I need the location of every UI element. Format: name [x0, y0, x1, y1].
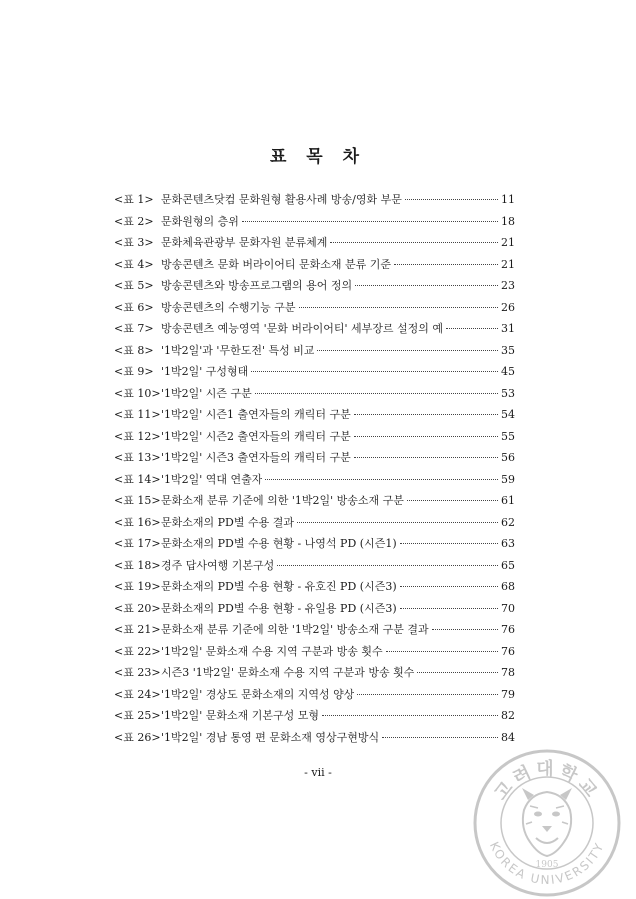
toc-entry[interactable]	[114, 471, 515, 493]
toc-entry-label: <표 20>	[114, 601, 161, 615]
dot-leader	[255, 393, 498, 394]
dot-leader	[405, 199, 498, 200]
toc-entry[interactable]	[114, 664, 515, 686]
toc-entry-page: 84	[501, 730, 515, 744]
toc-entry-label: <표 12>	[114, 429, 161, 443]
toc-entry[interactable]	[114, 363, 515, 385]
toc-entry-label: <표 13>	[114, 451, 161, 464]
toc-entry-page: 65	[501, 558, 515, 572]
toc-entry[interactable]	[114, 578, 515, 600]
toc-entry[interactable]	[114, 535, 515, 557]
dot-leader	[355, 285, 498, 286]
dot-leader	[407, 500, 498, 501]
toc-entry-page: 18	[501, 214, 515, 228]
toc-entry-page: 35	[501, 343, 515, 357]
dot-leader	[297, 522, 498, 523]
toc-entry-label: <표 17>	[114, 537, 161, 550]
dot-leader	[330, 242, 498, 243]
seal-bottom-text: KOREA UNIVERSITY	[486, 839, 608, 888]
toc-entry-page: 21	[501, 257, 515, 271]
toc-entry[interactable]	[114, 729, 515, 751]
toc-entry-title: '1박2일' 시즌 구분	[161, 386, 252, 400]
university-seal-watermark	[472, 748, 622, 898]
toc-entry-title: '1박2일' 시즌1 출연자들의 캐릭터 구분	[161, 408, 351, 421]
dot-leader	[354, 414, 498, 415]
toc-entry-label: <표 19>	[114, 580, 161, 593]
toc-entry[interactable]	[114, 707, 515, 729]
tiger-head-icon	[522, 788, 572, 856]
dot-leader	[265, 479, 498, 480]
table-of-tables	[114, 191, 515, 750]
toc-entry-title: 문화소재의 PD별 수용 현황 - 유일용 PD (시즌3)	[161, 601, 397, 615]
toc-entry-label: <표 24>	[114, 687, 161, 701]
toc-entry-title: '1박2일' 역대 연출자	[161, 472, 263, 486]
seal-top-text: 고려대학교	[490, 759, 604, 805]
dot-leader	[277, 565, 498, 566]
toc-entry-label: <표 18>	[114, 558, 161, 572]
toc-entry-title: 경주 답사여행 기본구성	[161, 558, 275, 572]
toc-entry[interactable]	[114, 342, 515, 364]
toc-entry[interactable]	[114, 514, 515, 536]
dot-leader	[317, 350, 498, 351]
dot-leader	[251, 371, 498, 372]
toc-entry-title: 방송콘텐츠의 수행기능 구분	[161, 300, 296, 314]
toc-entry-label: <표 8>	[114, 343, 154, 357]
dot-leader	[357, 694, 498, 695]
toc-entry[interactable]	[114, 600, 515, 622]
seal-year: 1905	[535, 860, 559, 870]
dot-leader	[354, 457, 498, 458]
toc-entry-title: 시즌3 '1박2일' 문화소재 수용 지역 구분과 방송 횟수	[161, 666, 415, 679]
toc-entry-page: 76	[501, 623, 515, 636]
toc-entry-title: 문화소재 분류 기준에 의한 '1박2일' 방송소재 구분 결과	[161, 623, 429, 636]
toc-entry-page: 56	[501, 451, 515, 464]
dot-leader	[386, 651, 498, 652]
toc-entry-page: 53	[501, 386, 515, 400]
toc-entry-label: <표 3>	[114, 236, 154, 249]
toc-entry-title: '1박2일' 문화소재 기본구성 모형	[161, 709, 320, 722]
toc-entry-title: 방송콘텐츠 예능영역 '문화 버라이어티' 세부장르 설정의 예	[161, 322, 444, 335]
toc-entry[interactable]	[114, 492, 515, 514]
toc-entry-label: <표 5>	[114, 279, 154, 292]
toc-entry-page: 31	[501, 322, 515, 335]
dot-leader	[242, 221, 498, 222]
page-title: 표 목 차	[269, 147, 367, 167]
toc-entry[interactable]	[114, 428, 515, 450]
toc-entry-label: <표 15>	[114, 494, 161, 507]
toc-entry[interactable]	[114, 557, 515, 579]
toc-entry-page: 55	[501, 429, 515, 443]
dot-leader	[400, 586, 498, 587]
dot-leader	[432, 629, 498, 630]
toc-entry-title: 문화원형의 층위	[161, 214, 239, 228]
toc-entry-page: 79	[501, 687, 515, 701]
toc-entry-title: '1박2일' 문화소재 수용 지역 구분과 방송 횟수	[161, 644, 383, 658]
toc-entry[interactable]	[114, 686, 515, 708]
toc-entry[interactable]	[114, 277, 515, 299]
toc-entry-page: 23	[501, 279, 515, 292]
toc-entry-label: <표 22>	[114, 644, 161, 658]
toc-entry-title: '1박2일' 시즌2 출연자들의 캐릭터 구분	[161, 429, 351, 443]
toc-entry-page: 76	[501, 644, 515, 658]
toc-entry-title: 문화콘텐츠닷컴 문화원형 활용사례 방송/영화 부문	[161, 193, 402, 206]
toc-entry[interactable]	[114, 191, 515, 213]
toc-entry-page: 63	[501, 537, 515, 550]
toc-entry-title: 문화소재의 PD별 수용 결과	[161, 515, 294, 529]
dot-leader	[299, 307, 498, 308]
toc-entry-label: <표 6>	[114, 300, 154, 314]
dot-leader	[394, 264, 498, 265]
toc-entry-title: '1박2일' 경상도 문화소재의 지역성 양상	[161, 687, 355, 701]
toc-entry-title: '1박2일'과 '무한도전' 특성 비교	[161, 343, 315, 357]
toc-entry[interactable]	[114, 234, 515, 256]
toc-entry-label: <표 23>	[114, 666, 161, 679]
toc-entry-label: <표 16>	[114, 515, 161, 529]
toc-entry-page: 59	[501, 472, 515, 486]
toc-entry-page: 68	[501, 580, 515, 593]
toc-entry-label: <표 11>	[114, 408, 161, 421]
toc-entry-page: 70	[501, 601, 515, 615]
toc-entry[interactable]	[114, 299, 515, 321]
toc-entry-page: 11	[501, 193, 515, 206]
toc-entry[interactable]	[114, 643, 515, 665]
toc-entry-page: 61	[501, 494, 515, 507]
page-number: - vii -	[304, 766, 332, 779]
toc-entry-label: <표 2>	[114, 214, 154, 228]
toc-entry-label: <표 7>	[114, 322, 154, 335]
dot-leader	[400, 543, 498, 544]
toc-entry[interactable]	[114, 621, 515, 643]
toc-entry-page: 54	[501, 408, 515, 421]
toc-entry-title: 문화소재의 PD별 수용 현황 - 나영석 PD (시즌1)	[161, 537, 397, 550]
toc-entry-title: 문화소재의 PD별 수용 현황 - 유호진 PD (시즌3)	[161, 580, 397, 593]
dot-leader	[446, 328, 498, 329]
svg-text:고려대학교	[490, 758, 604, 805]
toc-entry-label: <표 1>	[114, 193, 154, 206]
toc-entry[interactable]	[114, 385, 515, 407]
toc-entry-title: '1박2일' 구성형태	[161, 365, 249, 378]
toc-entry-title: 문화체육관광부 문화자원 분류체계	[161, 236, 328, 249]
toc-entry-label: <표 21>	[114, 623, 161, 636]
toc-entry-title: 문화소재 분류 기준에 의한 '1박2일' 방송소재 구분	[161, 494, 404, 507]
toc-entry-page: 82	[501, 709, 515, 722]
dot-leader	[354, 436, 498, 437]
toc-entry[interactable]	[114, 406, 515, 428]
toc-entry-page: 78	[501, 666, 515, 679]
toc-entry-page: 45	[501, 365, 515, 378]
toc-entry-title: 방송콘텐츠와 방송프로그램의 용어 정의	[161, 279, 353, 292]
toc-entry-label: <표 26>	[114, 730, 161, 744]
toc-entry-label: <표 10>	[114, 386, 161, 400]
toc-entry-page: 21	[501, 236, 515, 249]
toc-entry-label: <표 25>	[114, 709, 161, 722]
toc-entry[interactable]	[114, 256, 515, 278]
toc-entry-title: '1박2일' 시즌3 출연자들의 캐릭터 구분	[161, 451, 351, 464]
toc-entry-title: 방송콘텐츠 문화 버라이어티 문화소재 분류 기준	[161, 257, 392, 271]
toc-entry[interactable]	[114, 320, 515, 342]
toc-entry-page: 62	[501, 515, 515, 529]
dot-leader	[417, 672, 498, 673]
dot-leader	[322, 715, 498, 716]
toc-entry-label: <표 14>	[114, 472, 161, 486]
toc-entry[interactable]	[114, 449, 515, 471]
toc-entry-title: '1박2일' 경남 통영 편 문화소재 영상구현방식	[161, 730, 380, 744]
dot-leader	[382, 737, 498, 738]
toc-entry-label: <표 9>	[114, 365, 154, 378]
toc-entry-page: 26	[501, 300, 515, 314]
toc-entry[interactable]	[114, 213, 515, 235]
dot-leader	[400, 608, 498, 609]
toc-entry-label: <표 4>	[114, 257, 154, 271]
